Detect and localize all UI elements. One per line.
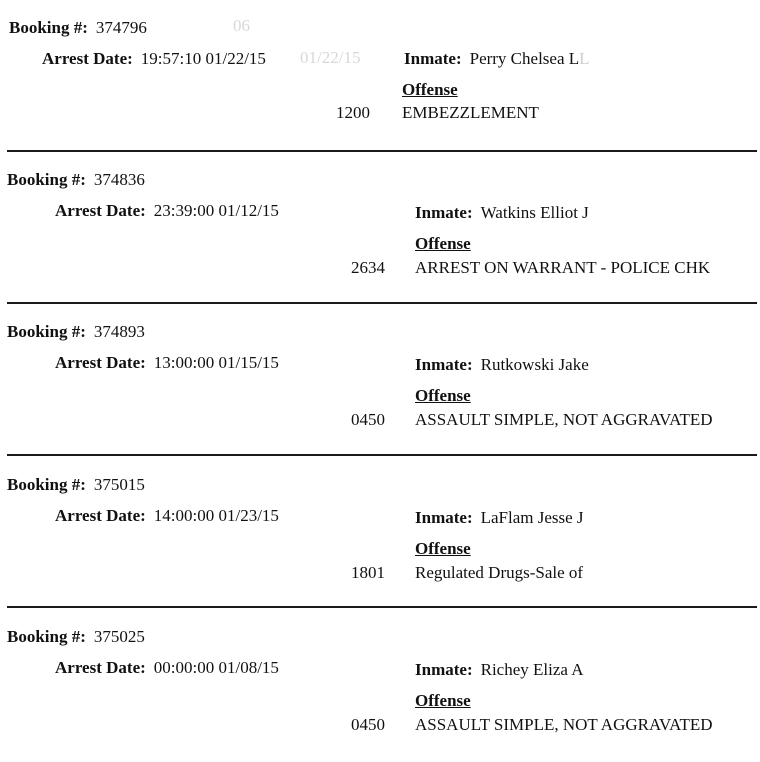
offense-code: 1200	[336, 103, 370, 122]
arrest-date-value: 00:00:00 01/08/15	[153, 658, 279, 677]
arrest-date-label: Arrest Date:	[42, 49, 133, 68]
booking-record	[0, 610, 760, 762]
inmate-label: Inmate:	[415, 355, 473, 374]
booking-record	[0, 458, 760, 610]
faint-bleed-text: 06	[233, 16, 250, 35]
record-divider	[7, 302, 757, 304]
offense-code: 0450	[351, 715, 385, 734]
offense-description: ARREST ON WARRANT - POLICE CHK	[415, 258, 711, 277]
inmate-name: LaFlam Jesse J	[480, 508, 584, 527]
offense-header: Offense	[415, 234, 471, 253]
arrest-date-value: 19:57:10 01/22/15	[140, 49, 266, 68]
booking-number: 374893	[93, 322, 145, 341]
offense-code: 2634	[351, 258, 385, 277]
booking-record	[0, 153, 760, 305]
offense-code: 1801	[351, 563, 385, 582]
booking-line	[7, 475, 145, 495]
booking-label: Booking #:	[7, 170, 86, 189]
booking-line	[7, 170, 145, 190]
offense-description: ASSAULT SIMPLE, NOT AGGRAVATED	[415, 715, 713, 734]
inmate-name: Perry Chelsea L	[469, 49, 580, 68]
inmate-name: Richey Eliza A	[480, 660, 584, 679]
arrest-date-label: Arrest Date:	[55, 353, 146, 372]
arrest-date-line	[42, 49, 266, 69]
inmate-line	[415, 660, 584, 680]
offense-description: ASSAULT SIMPLE, NOT AGGRAVATED	[415, 410, 713, 429]
arrest-date-line	[55, 353, 279, 373]
offense-header: Offense	[402, 80, 458, 99]
inmate-line	[415, 508, 584, 528]
inmate-name: Rutkowski Jake	[480, 355, 589, 374]
booking-label: Booking #:	[7, 475, 86, 494]
booking-number: 375025	[93, 627, 145, 646]
offense-description: EMBEZZLEMENT	[402, 103, 539, 122]
inmate-label: Inmate:	[415, 508, 473, 527]
arrest-date-line	[55, 506, 279, 526]
offense-description: Regulated Drugs-Sale of	[415, 563, 584, 582]
arrest-date-value: 13:00:00 01/15/15	[153, 353, 279, 372]
booking-record	[0, 0, 760, 152]
inmate-line	[415, 355, 589, 375]
arrest-date-label: Arrest Date:	[55, 506, 146, 525]
arrest-date-line	[55, 658, 279, 678]
inmate-label: Inmate:	[415, 203, 473, 222]
inmate-line	[415, 203, 589, 223]
inmate-name: Watkins Elliot J	[480, 203, 589, 222]
booking-label: Booking #:	[7, 627, 86, 646]
offense-header: Offense	[415, 386, 471, 405]
inmate-label: Inmate:	[404, 49, 462, 68]
record-divider	[7, 150, 757, 152]
arrest-date-line	[55, 201, 279, 221]
booking-number: 374796	[95, 18, 147, 37]
inmate-line	[404, 49, 590, 69]
booking-label: Booking #:	[7, 322, 86, 341]
record-divider	[7, 606, 757, 608]
booking-number: 375015	[93, 475, 145, 494]
arrest-date-value: 23:39:00 01/12/15	[153, 201, 279, 220]
booking-line	[7, 627, 145, 647]
faint-bleed-initial: L	[579, 49, 590, 68]
record-divider	[7, 454, 757, 456]
arrest-date-label: Arrest Date:	[55, 658, 146, 677]
booking-number: 374836	[93, 170, 145, 189]
booking-line	[9, 18, 147, 38]
offense-header: Offense	[415, 539, 471, 558]
booking-label: Booking #:	[9, 18, 88, 37]
arrest-date-value: 14:00:00 01/23/15	[153, 506, 279, 525]
arrest-date-label: Arrest Date:	[55, 201, 146, 220]
booking-record	[0, 305, 760, 457]
faint-bleed-date: 01/22/15	[300, 48, 361, 67]
offense-header: Offense	[415, 691, 471, 710]
offense-code: 0450	[351, 410, 385, 429]
inmate-label: Inmate:	[415, 660, 473, 679]
booking-line	[7, 322, 145, 342]
